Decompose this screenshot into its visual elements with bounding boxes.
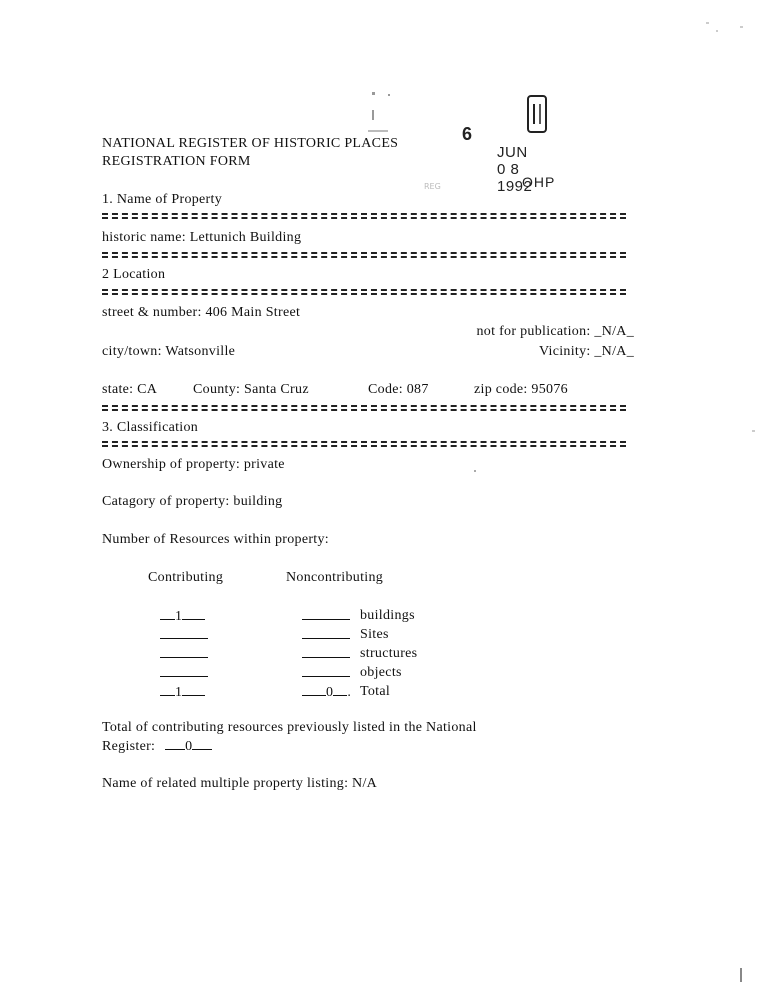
stamp-number: 6 [462,124,473,144]
vicinity: Vicinity: _N/A_ [538,344,634,359]
col-noncontributing: Noncontributing [286,570,384,585]
state: state: CA [102,382,158,397]
stamp-emblem [522,92,552,138]
category: Catagory of property: building [102,494,283,509]
contributing-count: 1 [175,609,183,624]
contributing-count: 1 [175,685,183,700]
noncontributing-count: 0 [326,685,334,700]
stamp-faint-text: REG [424,182,441,191]
resources-heading: Number of Resources within property: [102,532,329,547]
separator [102,289,626,295]
historic-name: historic name: Lettunich Building [102,230,302,245]
previously-listed-register [102,738,212,755]
resource-label: Total [360,684,391,699]
resource-label: objects [360,665,402,680]
separator [102,405,626,411]
register-label: Register: [102,739,156,754]
resource-label: Sites [360,627,389,642]
col-contributing: Contributing [148,570,224,585]
county: County: Santa Cruz [193,382,309,397]
form-title: NATIONAL REGISTER OF HISTORIC PLACES [102,136,399,151]
street-number: street & number: 406 Main Street [102,305,301,320]
zip-code: zip code: 95076 [474,382,568,397]
stamp-date: JUN 0 8 1992 [497,144,533,195]
section1-heading: 1. Name of Property [102,192,223,207]
ownership: Ownership of property: private [102,457,285,472]
resource-label: structures [360,646,418,661]
register-value: 0 [185,739,193,754]
section3-heading: 3. Classification [102,420,199,435]
separator [102,252,626,258]
previously-listed-text: Total of contributing resources previously listed in the National [102,720,477,735]
section2-heading: 2 Location [102,267,166,282]
related-listing: Name of related multiple property listing: N/A [102,776,378,791]
separator [102,441,626,447]
code: Code: 087 [368,382,429,397]
form-subtitle: REGISTRATION FORM [102,154,251,169]
separator [102,213,626,219]
stamp-office: OHP [522,174,556,190]
city-town: city/town: Watsonville [102,344,236,359]
resource-label: buildings [360,608,415,623]
not-for-publication: not for publication: _N/A_ [476,324,634,339]
